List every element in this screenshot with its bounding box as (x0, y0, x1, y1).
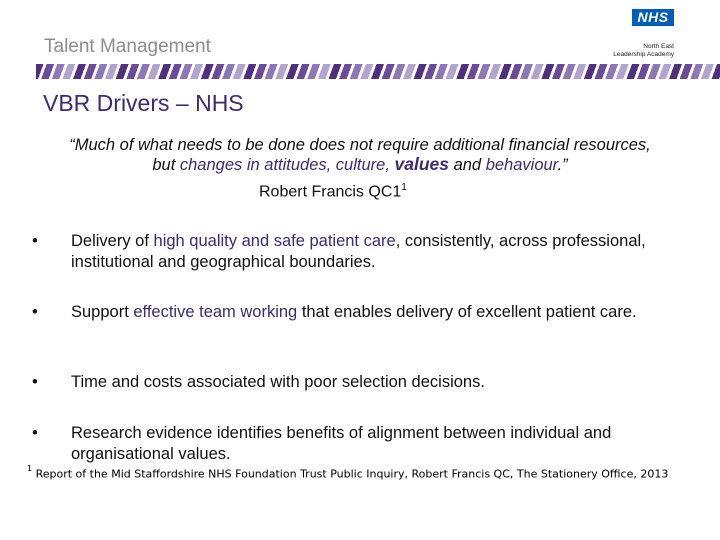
bullet-text-post: , consistently, across professional, institutional and geographical boundaries. (71, 232, 646, 271)
bullet-text-pre: Time and costs associated with poor selection decisions. (71, 373, 485, 391)
bullet-icon: • (32, 303, 38, 321)
footnote (27, 466, 668, 481)
header-title: Talent Management (44, 36, 211, 57)
footnote-ref: 1 (27, 464, 33, 473)
nhs-logo: NHS (632, 9, 674, 26)
academy-line-2: Leadership Academy (613, 51, 674, 58)
quote-text-2: and (449, 156, 486, 174)
author-name: Robert Francis QC1 (259, 183, 402, 201)
bullet-text (71, 423, 691, 465)
quote-text-1: “Much of what needs to be done does not require additional financial resources, but (69, 136, 651, 174)
bullet-icon: • (32, 373, 38, 391)
bullet-icon: • (32, 424, 38, 442)
bullet-icon: • (32, 232, 38, 250)
quote-highlight-values: values (394, 154, 449, 174)
author-footnote-ref: 1 (401, 182, 407, 193)
bullet-highlight: effective team working (133, 303, 298, 321)
slide-title: VBR Drivers – NHS (43, 90, 244, 116)
quote-author (259, 182, 407, 201)
bullet-text-post: that enables delivery of excellent patient care. (297, 303, 637, 321)
academy-line-1: North East (643, 43, 674, 50)
quote-highlight-1: changes in attitudes, culture, (179, 156, 395, 174)
bullet-text-pre: Research evidence identifies benefits of alignment between individual and organisational values. (71, 424, 612, 463)
bullet-text (71, 302, 691, 323)
quote-highlight-behaviour: behaviour (485, 156, 558, 174)
academy-name (613, 43, 674, 59)
bullet-text (71, 231, 691, 273)
quote (60, 136, 660, 175)
bullet-text-pre: Support (71, 303, 134, 321)
decorative-stripe-bar (36, 64, 720, 79)
bullet-highlight: high quality and safe patient care (153, 232, 396, 250)
quote-text-3: .” (557, 156, 568, 174)
footnote-text: Report of the Mid Staffordshire NHS Foundation Trust Public Inquiry, Robert Francis QC, The Stationery Office, 2013 (32, 467, 669, 481)
bullet-text (71, 372, 691, 393)
bullet-text-pre: Delivery of (71, 232, 154, 250)
